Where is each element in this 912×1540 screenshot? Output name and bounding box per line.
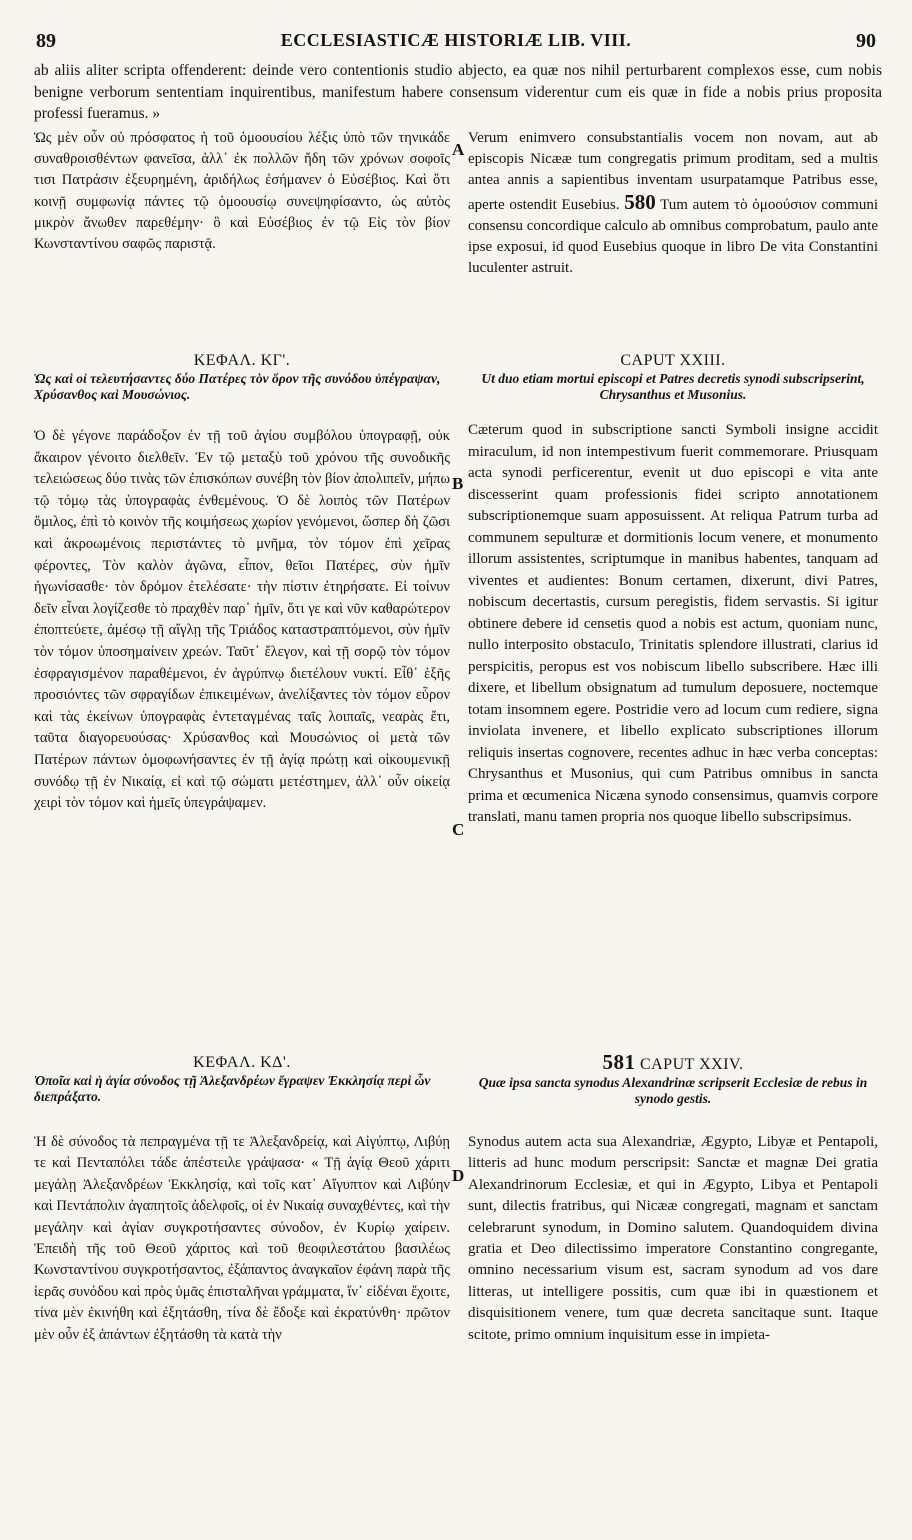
- latin-paragraph-3: Synodus autem acta sua Alexandriæ, Ægypto, Libyæ et Pentapoli, litteris ad hunc modum perscripsit: Sanctæ et magnæ Dei gratia Alexandrinorum Ecclesiæ, et qui in Ægypto, Libya et Pentapoli sunt, dilectis fratribus, qui Nicææ congregati, magnam et sanctam celebrarunt synodum, in Domino salutem. Quandoquidem divina gratia et Deo dilectissimo imperatore Constantino congregante, omnino necessarium visum est, sacram synodum ad vos dare litteras, ut intelligere possitis, cum quæ ibi in quæstionem et disquisitionem venere, tum quæ decreta sancitaque sunt. Itaque scitote, primo omnium inquisitum esse in impieta-: [468, 1134, 878, 1343]
- running-title: ECCLESIASTICÆ HISTORIÆ LIB. VIII.: [280, 30, 632, 50]
- greek-paragraph-1: Ὡς μὲν οὖν οὐ πρόσφατος ἡ τοῦ ὁμοουσίου λέξις ὑπὸ τῶν τηνικάδε συναθροισθέντων φανεῖσα, ἀλλ᾽ ἐκ πολλῶν ἤδη τῶν χρόνων σοφοῖς τισι Πατράσιν ἐξευρημένη, ἀριδήλως ἐσήμανεν ὁ Εὐσέβιος. Καὶ ὅτι κοινῇ συμφωνίᾳ πάντες τῷ ὁμοουσίῳ συνεψηφίσαντο, ὡς αὐτὸς μικρὸν ἄνωθεν παρεθέμην· ὃ καὶ Εὐσέβιος ἐν τῷ Εἰς τὸν βίον Κωνσταντίνου σαφῶς παριστᾷ.: [34, 130, 450, 253]
- page-header: [30, 30, 882, 54]
- chapter-title: ΚΕΦΑΛ. ΚΓ'.: [193, 352, 291, 369]
- latin-paragraph-1: Verum enimvero consubstantialis vocem non novam, aut ab episcopis Nicææ tum congregatis primum proditam, sed a multis antea annis a sapientibus inventam usurpatamque Patribus esse, aperte ostendit Eusebius. 580 Tum autem τὸ ὁμοούσιον communi consensu concordique calculo ab omnibus comprobatum, paulo ante ipse exposui, id quod Eusebius quoque in libro De vita Constantini luculenter astruit.: [468, 130, 879, 277]
- chapter-title: ΚΕΦΑΛ. ΚΔ'.: [193, 1054, 291, 1071]
- latin-paragraph-2: Cæterum quod in subscriptione sancti Symboli insigne accidit miraculum, id non intempestivum fuerit commemorare. Priusquam acta synodi perficerentur, evenit ut duo episcopi e vita ante discesserint quam professionis fidei scripto annotationem subscriptionemque suam apposuissent. At reliqua Patrum turba ad communem sepulturæ et dormitionis locum venere, et monumento illorum assistentes, scriptumque in manibus habentes, tanquam ad viventes et audientes: Bonum certamen, dixerunt, divi Patres, nobiscum decertastis, cursum peregistis, fidem servastis. Si igitur obtinere debere id censetis quod a nobis est actum, quoniam nunc, nullo interposito obstaculo, Trinitatis splendore illustrati, clarius id perspicitis, peropus est vos nobiscum libello subscribere. Hæc illi dixere, et libellum obsignatum ad tumulum deposuere, noctemque totam insomnem egere. Postridie vero ad locum cum rediere, signa inviolata invenere, et libello explicato subscriptiones illorum reliquis insertas cognovere, recentes adhuc in hæc verba conceptas: Chrysanthus et Musonius, qui cum Patribus omnibus in sancta prima et œcumenica Nicæna synodo consensimus, quamvis corpore translati, manu tamen propria nos quoque libello subscripsimus.: [468, 422, 878, 825]
- left-page-number: 89: [36, 30, 56, 52]
- margin-marker-a: A: [452, 140, 465, 159]
- chapter-title: 581 CAPUT XXIV.: [602, 1050, 744, 1074]
- greek-paragraph-3: Ἡ δὲ σύνοδος τὰ πεπραγμένα τῇ τε Ἀλεξανδρείᾳ, καὶ Αἰγύπτῳ, Λιβύῃ τε καὶ Πενταπόλει τάδε ἀπέστειλε γράψασα· « Τῇ ἁγίᾳ Θεοῦ χάριτι μεγάλῃ Ἀλεξανδρέων Ἐκκλησίᾳ, καὶ τοῖς κατ᾽ Αἴγυπτον καὶ Λιβύην καὶ Πεντάπολιν ἀγαπητοῖς ἀδελφοῖς, οἱ ἐν Νικαίᾳ συναχθέντες, καὶ τὴν μεγάλην καὶ ἁγίαν συγκροτήσαντες σύνοδον, ἐν Κυρίῳ χαίρειν. Ἐπειδὴ τῆς τοῦ Θεοῦ χάριτος καὶ τοῦ θεοφιλεστάτου βασιλέως Κωνσταντίνου συγκροτήσαντος, ἐξάπαντος ἀναγκαῖον ἐφάνη παρὰ τῆς ἱερᾶς συνόδου καὶ πρὸς ὑμᾶς ἐπισταλῆναι γράμματα, ἵν᾽ εἰδέναι ἔχοιτε, τίνα μὲν ἐκινήθη καὶ ἐξητάσθη, τίνα δὲ ἔδοξε καὶ ἐκρατύνθη· πρῶτον μὲν οὖν ἐξ ἁπάντων ἐξητάσθη τὰ κατὰ τὴν: [34, 1134, 450, 1343]
- greek-chapter-24-heading: [34, 1052, 450, 1105]
- right-page-number: 90: [856, 30, 876, 52]
- margin-marker-d: D: [452, 1166, 465, 1185]
- chapter-title: CAPUT XXIII.: [620, 352, 726, 369]
- margin-marker-c: C: [452, 820, 465, 839]
- chapter-subtitle: Quæ ipsa sancta synodus Alexandrinæ scripserit Ecclesiæ de rebus in synodo gestis.: [478, 1075, 868, 1107]
- latin-chapter-23-heading: [468, 350, 878, 403]
- margin-marker-b: B: [452, 474, 464, 493]
- margin-number-581: 581: [602, 1050, 636, 1074]
- chapter-subtitle: Ut duo etiam mortui episcopi et Patres decretis synodi subscripserint, Chrysanthus et Musonius.: [481, 371, 865, 403]
- margin-number-580: 580: [624, 189, 656, 214]
- chapter-subtitle: Ὁποῖα καὶ ἡ ἁγία σύνοδος τῇ Ἀλεξανδρέων ἔγραψεν Ἐκκλησίᾳ περὶ ὧν διεπράξατο.: [34, 1073, 431, 1105]
- chapter-subtitle: Ὡς καὶ οἱ τελευτήσαντες δύο Πατέρες τὸν ὅρον τῆς συνόδου ὑπέγραψαν, Χρύσανθος καὶ Μουσώνιος.: [34, 371, 441, 403]
- intro-paragraph: ab aliis aliter scripta offenderent: deinde vero contentionis studio abjecto, ea quæ nos nihil perturbarent complexos esse, cum nobis benigne verborum sententiam inquirentibus, manifestum habere consensum viderentur cum eis quæ in fide a nobis prius proposita professi fueramus. »: [34, 62, 882, 122]
- greek-chapter-23-heading: [34, 350, 450, 403]
- latin-chapter-24-heading: [468, 1052, 878, 1107]
- greek-paragraph-2: Ὁ δὲ γέγονε παράδοξον ἐν τῇ τοῦ ἁγίου συμβόλου ὑπογραφῇ, οὐκ ἄκαιρον γένοιτο διελθεῖν. Ἐν τῷ μεταξὺ τοῦ χρόνου τῆς συνοδικῆς τελειώσεως δύο τινὰς τῶν ἐπισκόπων συνέβη τὸν βίον ἀπολιπεῖν, μήπω τῷ τόμῳ τὰς ὑπογραφὰς ἐνθεμένους. Ὁ δὲ λοιπὸς τῶν Πατέρων ὅμιλος, ἐπὶ τὸ κοινὸν τῆς κοιμήσεως χωρίον γενόμενοι, ὥσπερ δὴ ζῶσι καὶ ἀκροωμένοις περιστάντες τὸ μνῆμα, τὸν τόμον ἐπὶ χεῖρας φέροντες, Τὸν καλὸν ἀγῶνα, εἶπον, θεῖοι Πατέρες, σὺν ἡμῖν ἠγωνίσασθε· τὸν δρόμον ἐτελέσατε· τὴν πίστιν ἐτηρήσατε. Εἰ τοίνυν δεῖν εἶναι λογίζεσθε τὸ πραχθὲν παρ᾽ ἡμῖν, ὅτι γε καὶ νῦν καθαρώτερον ἐποπτεύετε, ἀμέσῳ τῇ αἴγλῃ τῆς Τριάδος καταστραπτόμενοι, σὺν ἡμῖν τὸν τόμον ὑποσημαίνειν χρεών. Ταῦτ᾽ ἔλεγον, καὶ τῇ σορῷ τὸν τόμον ἐσφραγισμένον παραθέμενοι, ἐν ἀγρύπνῳ διετέλουν νυκτί. Εἶθ᾽ ἑξῆς προσιόντες τῶν σφραγίδων ἐπικειμένων, ἀνελίξαντες τὸν τόμον εὗρον καὶ τὰς ἐκείνων ὑπογραφὰς ἐντεταγμένας ταῖς λοιπαῖς, νεαρὰς ἔτι, ταῦτα διαγορευούσας· Χρύσανθος καὶ Μουσώνιος οἱ μετὰ τῶν Πατέρων πάντων ὁμοφωνήσαντες ἐν τῇ ἁγίᾳ πρώτῃ καὶ οἰκουμενικῇ συνόδῳ τῇ ἐν Νικαίᾳ, εἰ καὶ τῷ σώματι μετέστημεν, ἀλλ᾽ οὖν οἰκείᾳ χειρὶ τὸν τόμον καὶ ἡμεῖς ὑπεγράψαμεν.: [34, 428, 450, 812]
